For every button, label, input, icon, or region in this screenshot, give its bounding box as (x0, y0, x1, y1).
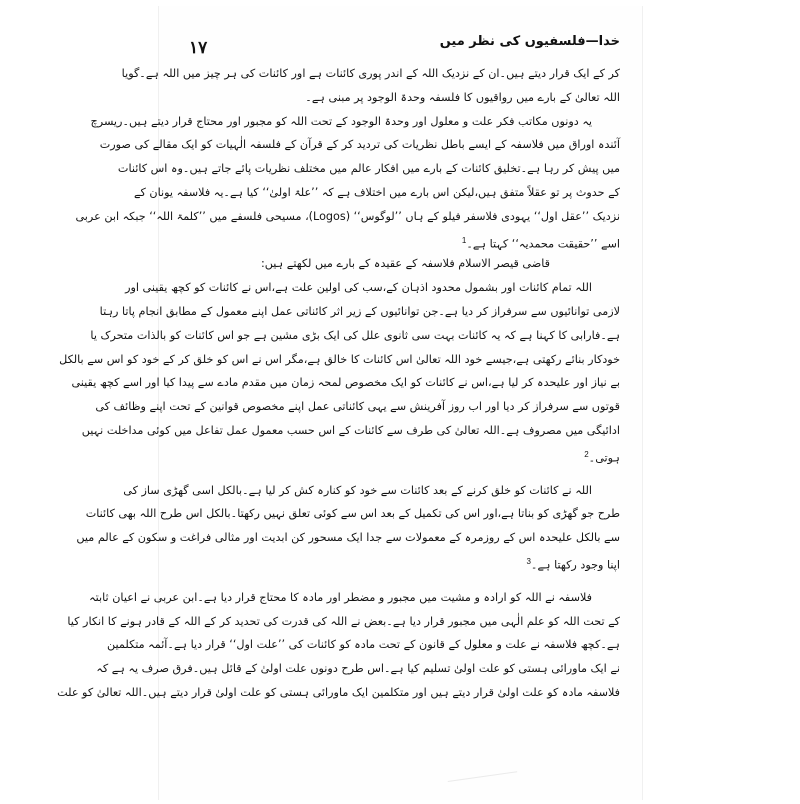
text-line: ادائیگی میں مصروف ہے۔اللہ تعالیٰ کی طرف سے کائنات کے اس حسب معمول عمل تفاعل میں کوئی مداخلت نہیں (81, 423, 620, 437)
page-number: ۱۷ (189, 38, 208, 57)
text-line: قوتوں سے سرفراز کر دیا اور اب روز آفرینش سے یہی کائناتی عمل اپنے مخصوص قوانین کے تحت اپنے وظائف کی (95, 400, 620, 414)
text-line: فلاسفہ نے اللہ کو ارادہ و مشیت میں مجبور و مضطر اور مادہ کا محتاج قرار دیا ہے۔ابن عربی نے اعیان ثابتہ (89, 590, 592, 604)
text-span: اپنا وجود رکھتا ہے۔ (530, 558, 620, 572)
text-line: سے بالکل علیحدہ اس کے روزمرہ کے معمولات سے جدا ایک مسحور کن ابدیت اور مثالی فراغت و سکون کے عالم میں (76, 531, 620, 545)
text-line: خودکار بنائے رکھتی ہے،جیسے خود اللہ تعالیٰ اس کائنات کا خالق ہے،مگر اس نے اس کو خلق کر کے خود کو اس سے بالکل (59, 352, 620, 366)
text-line: ہے۔کچھ فلاسفہ نے علت و معلول کے قانون کے تحت مادہ کو کائنات کی ’’علت اول‘‘ قرار دیا ہے۔آئمہ متکلمین (107, 638, 620, 652)
text-line: آئندہ اوراق میں فلاسفہ کے ایسے باطل نظریات کی تردید کر کے قرآن کے فلسفہ الٰہیات کو ایک مقالے کی صورت (99, 138, 620, 152)
text-line-with-footnote (189, 229, 620, 253)
text-line: طرح جو گھڑی کو بناتا ہے،اور اس کی تکمیل کے بعد اس سے کوئی تعلق نہیں رکھتا۔بالکل اس طرح اللہ بھی کائنات (85, 507, 620, 521)
text-line: اللہ نے کائنات کو خلق کرنے کے بعد کائنات سے خود کو کنارہ کش کر لیا ہے۔بالکل اسی گھڑی ساز کی (123, 483, 592, 497)
text-line: فلاسفہ مادہ کو علت اولیٰ قرار دیتے ہیں اور متکلمین ایک ماورائی ہستی کو علت اولیٰ قرار دیتے ہیں۔اللہ تعالیٰ کو علت (57, 685, 620, 699)
text-line-with-footnote (189, 443, 620, 467)
faint-mark (448, 771, 521, 804)
text-span: اسے ’’حقیقت محمدیہ‘‘ کہتا ہے۔ (466, 237, 620, 251)
running-head: خدا—فلسفیوں کی نظر میں (439, 34, 620, 49)
text-line: نے ایک ماورائی ہستی کو علت اولیٰ تسلیم کیا ہے۔اس طرح دونوں علت اولیٰ کے قائل ہیں۔فرق صرف یہ ہے کہ (96, 662, 620, 676)
page-header (189, 34, 620, 58)
text-span: ہوتی۔ (588, 451, 620, 465)
text-line: کے تحت اللہ کو علم الٰہی میں مجبور قرار دیا ہے۔بعض نے اللہ کی قدرت کی تحدید کر کے اللہ کے قادر ہونے کا انکار کیا (67, 614, 620, 628)
footnote-marker: 2 (584, 449, 589, 459)
text-line: کے حدوث پر تو عقلاً متفق ہیں،لیکن اس بارے میں اختلاف ہے کہ ’’علۃ اولیٰ‘‘ کیا ہے۔یہ فلاسفہ یونان کے (133, 185, 620, 199)
paragraph-gap (189, 574, 620, 586)
text-line: نزدیک ’’عقل اول‘‘ یہودی فلاسفر فیلو کے ہاں ’’لوگوس‘‘ (Logos)، مسیحی فلسفے میں ’’کلمۃ اللہ‘‘ جبکہ ابن عربی (75, 209, 620, 223)
body-text (57, 62, 620, 705)
text-line: لازمی توانائیوں سے سرفراز کر دیا ہے۔جن توانائیوں کے زیر اثر کائناتی عمل اپنے معمول کے مطابق انجام پاتا رہتا (99, 304, 620, 318)
quote-intro: قاضی قیصر الاسلام فلاسفہ کے عقیدہ کے بارے میں لکھتے ہیں: (261, 257, 550, 271)
text-line: اللہ تعالیٰ کے بارے میں رواقیوں کا فلسفہ وحدۃ الوجود پر مبنی ہے۔ (305, 90, 620, 104)
text-line: اللہ تمام کائنات اور بشمول محدود اذہان کے،سب کی اولین علت ہے،اس نے کائنات کو کچھ یقینی اور (125, 281, 592, 295)
text-line: یہ دونوں مکاتب فکر علت و معلول اور وحدۃ الوجود کے تحت اللہ کو مجبور اور محتاج قرار دیتے ہیں۔ریسرچ (90, 114, 592, 128)
text-line: میں پیش کر رہا ہے۔تخلیق کائنات کے بارے میں افکار عالم میں مختلف نظریات پائے جاتے ہیں۔وہ اس کائنات (117, 162, 620, 176)
footnote-marker: 1 (461, 235, 467, 245)
text-line: بے نیاز اور علیحدہ کر لیا ہے،اس نے کائنات کو ایک مخصوص لمحہ زمان میں مقدم مادے سے پیدا کیا اور اسے کچھ یقینی (71, 376, 620, 390)
footnote-marker: 3 (526, 556, 531, 566)
text-line: ہے۔فارابی کا کہنا ہے کہ یہ کائنات بہت سی ثانوی علل کی ایک بڑی مشین ہے جو اس کائنات کو بالذات متحرک یا (90, 328, 620, 342)
text-line-with-footnote (189, 550, 620, 574)
paragraph-gap (189, 467, 620, 479)
book-page (57, 6, 643, 800)
text-line: کر کے ایک قرار دیتے ہیں۔ان کے نزدیک اللہ کے اندر پوری کائنات ہے اور کائنات کی ہر چیز میں اللہ ہے۔گویا (121, 67, 620, 80)
